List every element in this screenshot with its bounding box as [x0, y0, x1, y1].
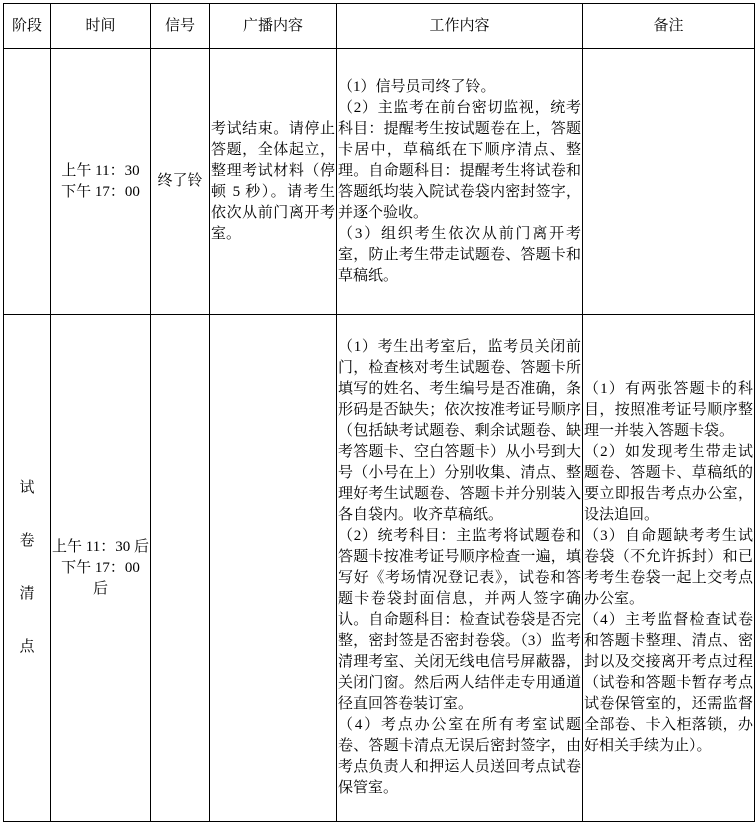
header-stage: 阶段: [4, 4, 51, 49]
header-work: 工作内容: [337, 4, 583, 49]
stage-char: 清: [19, 586, 35, 602]
note-paragraph: （3）自命题缺考考生试卷袋（不允许拆封）和已考考生卷袋一起上交考点办公室。: [584, 528, 753, 607]
stage-char: 卷: [19, 533, 35, 549]
time-line-am: 上午 11：30 后: [52, 538, 149, 555]
header-broadcast: 广播内容: [210, 4, 337, 49]
notes-cell: [583, 315, 755, 822]
table-header-row: [4, 4, 755, 49]
exam-procedure-document: [0, 3, 756, 822]
note-paragraph: （4）主考监督检查试卷和答题卡整理、清点、密封以及交接离开考点过程（试卷和答题卡暂存考点试卷保管室的，还需监督全部卷、卡入柜落锁，办好相关手续为止）。: [584, 612, 753, 754]
note-paragraph: （1）有两张答题卡的科目，按照准考证号顺序整理一并装入答题卡袋。: [584, 381, 753, 439]
header-time: 时间: [51, 4, 151, 49]
time-cell: [51, 49, 151, 315]
time-line-am: 上午 11：30: [61, 162, 140, 179]
time-line-pm: 下午 17：00 后: [61, 559, 140, 597]
work-paragraph: （3）组织考生依次从前门离开考室，防止考生带走试题卷、答题卡和草稿纸。: [338, 225, 581, 284]
stage-char: 点: [19, 639, 35, 655]
work-paragraph: （1）信号员司终了铃。: [338, 78, 496, 95]
broadcast-cell: [210, 315, 337, 822]
header-signal: 信号: [151, 4, 210, 49]
stage-vertical-label: [5, 478, 49, 658]
signal-cell: [151, 315, 210, 822]
time-line-pm: 下午 17：00: [61, 183, 140, 200]
stage-char: 试: [19, 480, 35, 496]
stage-cell: [4, 315, 51, 822]
work-paragraph: （1）考生出考室后，监考员关闭前门，检查核对考生试题卷、答题卡所填写的姓名、考生编号是否准确，条形码是否缺失；依次按准考证号顺序（包括缺考试题卷、剩余试题卷、缺考答题卡、空白答题卡）从小号到大号（小号在上）分别收集、清点、整理好考生试题卷、答题卡并分别装入各自袋内。收齐草稿纸。: [338, 339, 581, 523]
work-paragraph: （2）统考科目：主监考将试题卷和答题卡按准考证号顺序检查一遍，填写好《考场情况登记表》，试卷和答题卡卷袋封面信息，并两人签字确认。自命题科目：检查试卷袋是否完整，密封签是否密封卷袋。（3）监考清理考室、关闭无线电信号屏蔽器，关闭门窗。然后两人结伴走专用通道径直回答卷装订室。: [338, 528, 581, 712]
table-row-end-bell: [4, 49, 755, 315]
header-notes: 备注: [583, 4, 755, 49]
signal-cell: 终了铃: [151, 49, 210, 315]
broadcast-cell: 考试结束。请停止答题，全体起立，整理考试材料（停顿 5 秒）。请考生依次从前门离开考室。: [210, 49, 337, 315]
exam-procedure-table: [3, 3, 755, 822]
work-cell: [337, 315, 583, 822]
work-cell: [337, 49, 583, 315]
time-cell: [51, 315, 151, 822]
table-row-paper-collection: [4, 315, 755, 822]
stage-cell: [4, 49, 51, 315]
notes-cell: [583, 49, 755, 315]
work-paragraph: （4）考点办公室在所有考室试题卷、答题卡清点无误后密封签字，由考点负责人和押运人员送回考点试卷保管室。: [338, 717, 581, 796]
note-paragraph: （2）如发现考生带走试题卷、答题卡、草稿纸的要立即报告考点办公室，设法追回。: [584, 444, 753, 523]
work-paragraph: （2）主监考在前台密切监视，统考科目：提醒考生按试题卷在上，答题卡居中，草稿纸在下顺序清点、整理。自命题科目：提醒考生将试卷和答题纸均装入院试卷袋内密封签字，并逐个验收。: [338, 99, 581, 221]
